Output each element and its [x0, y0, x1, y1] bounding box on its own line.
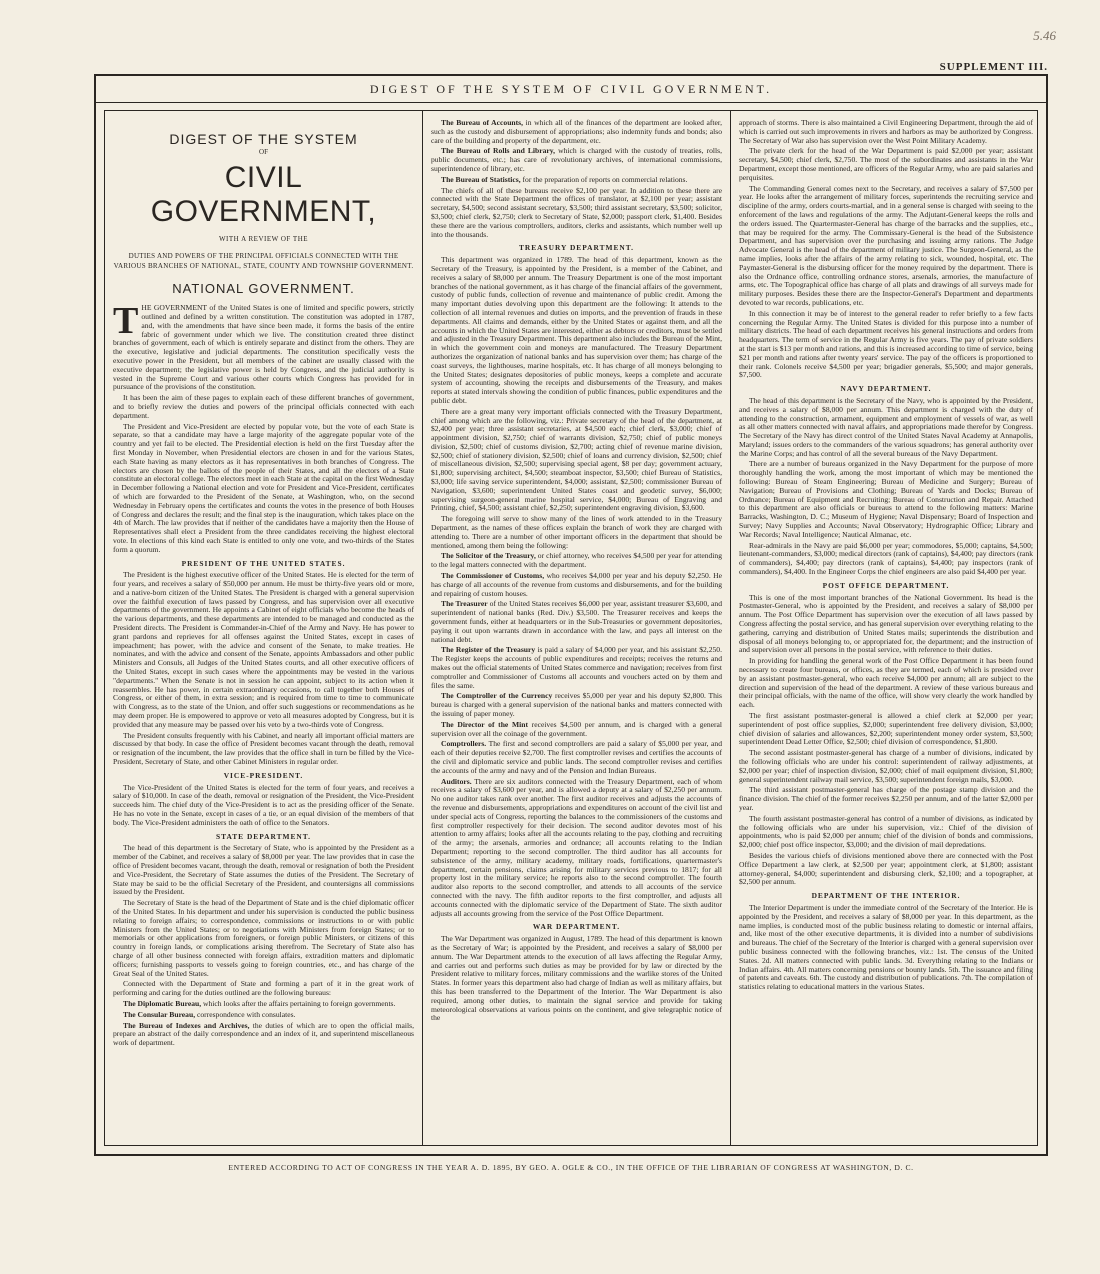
paragraph-text: HE GOVERNMENT of the United States is one of limited and specific powers, strictly outlined and defined by a written constitution. The constitution was adopted in 1787, and, with the amendments that have since been made, it forms the basis of the entire fabric of government under which we live. The constitution created three distinct branches of government, each of which is entirely separate and distinct from the others. They are the executive, legislative and judicial departments. The constitution specifically vests the executive power in the President, but all members of the cabinet are usually classed with the executive department; the legislative power is held by Congress, and the judicial authority is vested in the Supreme Court and various other courts which Congress has provided for in pursuance of the provisions of the constitution.	[113, 303, 414, 392]
copyright-footer: ENTERED ACCORDING TO ACT OF CONGRESS IN THE YEAR A. D. 1895, BY GEO. A. OGLE & CO., IN THE OFFICE OF THE LIBRARIAN OF CONGRESS AT WASHINGTON, D. C.	[228, 1163, 914, 1172]
supplement-label: SUPPLEMENT III.	[939, 61, 1048, 73]
bureau-name: The Consular Bureau,	[123, 1009, 196, 1019]
paragraph	[431, 572, 722, 598]
official-name: The Solicitor of the Treasury,	[441, 551, 536, 561]
paragraph	[113, 1000, 414, 1009]
national-government-heading: NATIONAL GOVERNMENT.	[172, 281, 355, 297]
column-1	[105, 111, 423, 1145]
official-name: The Register of the Treasury	[441, 645, 536, 655]
paragraph-text: the duties of which are to open the official mails, prepare an abstract of the daily correspondence and an index of it, and superintend miscellaneous work of department.	[113, 1020, 414, 1048]
official-name: The Commissioner of Customs,	[441, 571, 545, 581]
paragraph: In providing for handling the general work of the Post Office Department it has been found necessary to create four bureaus, or offices, as they are termed, each of which is presided over by an assistant postmaster-general, who each receive $4,000 per annum; all are subject to the direction and supervision of the head of the department. A review of these various bureaus and their principal officials, with the name of the office, will show very clearly the work handled by each.	[739, 656, 1033, 710]
paragraph: The Interior Department is under the immediate control of the Secretary of the Interior. He is appointed by the President, and receives a salary of $8,000 per year. In this department, as the name implies, is conducted most of the public business relating to domestic or internal affairs, and, like most of the other executive departments, it is divided into a number of subdivisions and bureaus. The chief of the Secretary of the Interior is charged with a general supervision over public business connected with the following branches, viz.: 1st. The census of the United States. 2d. All matters connected with public lands. 3d. Everything relating to the Indians or Indian affairs. 4th. All matters concerning pensions or bounty lands. 5th. The issuance and filing of patents and caveats. 6th. The custody and distribution of publications. 7th. The compilation of statistics relating to educational matters in the various States.	[739, 902, 1033, 992]
content-frame	[104, 110, 1038, 1146]
official-name: Auditors.	[441, 776, 472, 786]
paragraph: In this connection it may be of interest to the general reader to refer briefly to a few facts concerning the Regular Army. The United States is divided for this purpose into a number of military districts. The head of each department receives his general instructions and orders from headquarters. The term of service in the Regular Army is five years. The pay of private soldiers at the start is $13 per month and rations, and this is increased according to time of service, being $21 per month and rations after twenty years' service. The pay of the officers is proportioned to their rank. Colonels receive $4,500 per year; brigadier generals, $5,500; and major generals, $7,500.	[739, 308, 1033, 380]
paragraph: The fourth assistant postmaster-general has control of a number of divisions, as indicated by the following officials who are under his supervision, viz.: Chief of the division of appointments, who is paid $2,000 per annum; chief of the division of bonds and commissions, $2,000; chief post office inspector, $3,000; and the division of mail depredations.	[739, 813, 1033, 850]
paragraph-text: which is charged with the custody of treaties, rolls, public documents, etc.; has care of revolutionary archives, of international commissions, superintendence of library, etc.	[431, 146, 722, 173]
president-heading: PRESIDENT OF THE UNITED STATES.	[181, 558, 346, 568]
paragraph-text: who receives $4,000 per year and his deputy $2,250. He has charge of all accounts of the revenue from customs and disbursements, and for the building and repairing of custom houses.	[431, 571, 722, 598]
title-of: OF	[259, 147, 268, 156]
paragraph-text: The first and second comptrollers are paid a salary of $5,000 per year, and each of their deputies receive $2,700. The first comptroller revises and certifies the accounts of the civil and diplomatic service and public lands. The second comptroller revises and certifies the accounts of the army and navy and of the Pension and Indian Bureaus.	[431, 739, 722, 775]
paragraph: The head of this department is the Secretary of the Navy, who is appointed by the President, and receives a salary of $8,000 per annum. This department is charged with the duty of attending to the construction, armament, equipment and employment of vessels of war, as well as all other matters connected with naval affairs, and appropriations made therefor by Congress. The Secretary of the Navy has direct control of the United States Naval Academy at Annapolis, Maryland; issues orders to the commanders of the various squadrons; has general authority over the Marine Corps; and has control of all the several bureaus of the Navy Department.	[739, 395, 1033, 458]
paragraph: The President is the highest executive officer of the United States. He is elected for the term of four years, and receives a salary of $50,000 per annum. He must be thirty-five years old or more, and a native-born citizen of the United States. The President is charged with a general supervision over the faithful execution of laws passed by Congress, and has supervision over all executive departments of the government. He appoints a Cabinet of eight officials who become the heads of the various departments, and these departments are intended to be managed and conducted as the President directs. The President is Commander-in-Chief of the Army and Navy. He has power to grant pardons and reprieves for all offenses against the United States, except in cases of impeachment; has power, with the advice and consent of the Senate, to make treaties. He nominates, and with the advice and consent of the Senate, appoints Ambassadors and other public Ministers and Consuls, all Judges of the United States courts, and all other executive officers of the United States, except in such cases where the appointments may be vested in the various "departments." When the Senate is not in session he can appoint, subject to its action when it reassembles. He has power, in certain extraordinary occasions, to call together both Houses of Congress, or either of them, in extra session; and is required from time to time to communicate with Congress, as to the state of the Union, and offer such suggestions or recommendations as he may deem proper. He is empowered to approve or veto all measures adopted by Congress, but it is provided that any measure may be passed over his veto by a two-thirds vote of Congress.	[113, 570, 414, 729]
official-name: The Comptroller of the Currency	[441, 691, 553, 701]
official-name: The Treasurer	[441, 599, 488, 609]
paragraph-text: There are six auditors connected with the Treasury Department, each of whom receives a salary of $3,600 per year, and is allowed a deputy at a salary of $2,250 per annum. No one auditor takes rank over another. The first auditor receives and adjusts the accounts of the revenue and disbursements, appropriations and expenditures on account of the civil list and under special acts of Congress, reporting the balances to the commissioners of the customs and first comptroller respectively for their decision. The second auditor devotes most of his attention to army affairs; looks after all the accounts relating to the pay, clothing and recruiting of the army; the arsenals, armories and ordnance; all accounts relating to the Indian Department; reporting to the second comptroller. The third auditor has all accounts for subsistence of the army, military academy, military roads, fortifications, quartermaster's department, certain pensions, claims arising for military services previous to 1817; for all property lost in the military service; he reports also to the second comptroller. The fourth auditor also reports to the second comptroller, and attends to all accounts of the service connected with the navy. The fifth auditor reports to the first comptroller, and adjusts all accounts connected with the diplomatic service of the Department of State. The sixth auditor adjusts all accounts growing from the service of the Post Office Department.	[431, 776, 722, 918]
title-block	[113, 131, 414, 271]
official-name: The Director of the Mint	[441, 719, 528, 729]
paragraph: The Secretary of State is the head of the Department of State and is the chief diplomatic officer of the United States. In his department and under his supervision is conducted the public business relating to foreign affairs; to correspondence, commissions or instructions to or with public Ministers from the United States; or to negotiations with Ministers from foreign States; or to memorials or other applications from foreigners, or foreign public Ministers, or citizens of this country in foreign lands, or complications arising therefrom. The Secretary of State also has charge of all other business connected with foreign affairs, extradition matters and diplomatic officers; furnishing passports to vessels going to foreign countries, etc., and has charge of the Great Seal of the United States.	[113, 898, 414, 978]
bureau-name: The Bureau of Accounts,	[441, 118, 524, 127]
paragraph: Rear-admirals in the Navy are paid $6,000 per year; commodores, $5,000; captains, $4,500; lieutenant-commanders, $3,000; medical directors (rank of captains), $4,400; pay directors (rank of commanders), $4,400; pay directors (rank of captains), $4,400; pay inspectors (rank of commanders), $4,400. In the Engineer Corps the chief engineers are also paid $4,400 per year.	[739, 540, 1033, 577]
navy-department-heading: NAVY DEPARTMENT.	[840, 384, 932, 394]
paragraph-text: of the United States receives $6,000 per year, assistant treasurer $3,600, and superintendent of national banks (Red. Div.) $3,500. The Treasurer receives and keeps the government funds, either at headquarters or in the Sub-Treasuries or government depositories, paying it out upon warrants drawn in accordance with the law, and pays all interest on the national debt.	[431, 599, 723, 644]
paragraph	[113, 300, 414, 392]
paragraph	[113, 1022, 414, 1048]
paragraph	[113, 1011, 414, 1020]
paragraph	[431, 646, 722, 690]
paragraph	[431, 552, 722, 570]
paragraph-text: is paid a salary of $4,000 per year, and his assistant $2,250. The Register keeps the accounts of public expenditures and receipts; receives the returns and makes out the official statements of United States commerce and navigation; receives from first comptroller and Commissioner of Customs all accounts and vouchers acted on by them and files the same.	[431, 645, 722, 690]
title-duties: DUTIES AND POWERS OF THE PRINCIPAL OFFICIALS CONNECTED WITH THE VARIOUS BRANCHES OF NATIONAL, STATE, COUNTY AND TOWNSHIP GOVERNMENT.	[113, 252, 414, 271]
paragraph-text: receives $5,000 per year and his deputy $2,800. This bureau is charged with a general supervision of the national banks and matters connected with the issuing of paper money.	[431, 691, 722, 718]
bureau-name: The Diplomatic Bureau,	[123, 998, 202, 1008]
paragraph: The third assistant postmaster-general has charge of the postage stamp division and the finance division. The chief of the former receives $2,250 per annum, and of the latter $2,000 per year.	[739, 785, 1033, 812]
column-2	[423, 111, 731, 1145]
handwritten-note: 5.46	[1033, 28, 1056, 43]
state-department-heading: STATE DEPARTMENT.	[215, 831, 312, 841]
paragraph: The chiefs of all of these bureaus receive $2,100 per year. In addition to these there are connected with the State Department the offices of translator, at $2,100 per year; assistant secretary, $4,500; second assistant secretary, $3,500; third assistant secretary, $3,500; solicitor, $3,500; chief clerk, $2,750; clerk to Secretary of State, $2,000; passport clerk, $1,400. Besides these there are the various comptrollers, auditors, clerks and assistants, which number well up into the thousands.	[431, 185, 722, 239]
official-name: Comptrollers.	[441, 739, 487, 749]
page-frame	[94, 74, 1048, 1156]
paragraph: The Commanding General comes next to the Secretary, and receives a salary of $7,500 per year. He looks after the arrangement of military forces, superintends the recruiting service and discipline of the army, orders courts-martial, and in a general sense is charged with seeing to the enforcement of the laws and regulations of the army. The Adjutant-General keeps the rolls and the orders issued. The Quartermaster-General has charge of the barracks and the supplies, etc., that may be required for the army. The Commissary-General is the head of the Subsistence Department, and has supervision over the purchasing and issuing army rations. The Judge Advocate General is the head of the department of military justice. The Surgeon-General, as the name implies, looks after the affairs of the army relating to sick, wounded, hospital, etc. The Paymaster-General is the disbursing officer for the money required by the department. There is also the Ordnance office, controlling ordnance stores, arsenals, armories, the manufacture of arms, etc. The Topographical office has charge of all plats and drawings of all surveys made for military purposes. Besides these there are the Inspector-General's Department and departments devoted to war records, publications, etc.	[739, 183, 1033, 307]
header-band: DIGEST OF THE SYSTEM OF CIVIL GOVERNMENT.	[96, 76, 1046, 103]
bureau-name: The Bureau of Rolls and Library,	[441, 146, 556, 156]
paragraph	[431, 147, 722, 173]
paragraph	[431, 778, 722, 919]
paragraph: Connected with the Department of State and forming a part of it in the great work of performing and caring for the duties outlined are the following bureaus:	[113, 979, 414, 998]
paragraph: This department was organized in 1789. The head of this department, known as the Secretary of the Treasury, is appointed by the President, is a member of the Cabinet, and receives a salary of $8,000 per annum. The Treasury Department is one of the most important branches of the national government, as it has charge of the financial affairs of the government, custody of public funds, collection of revenue and maintenance of public credit. Among the many important duties devolving upon this department are the following: It attends to the collection of all internal revenues and duties on imports, and the prevention of frauds in these departments. All claims and demands, either by the United States or against them, and all the accounts in which the United States are interested, either as debtors or creditors, must be settled and adjusted in the Treasury Department. This department also includes the Bureau of the Mint, in which the government coin and moneys are manufactured. The Treasury Department authorizes the organization of national banks and has supervision over them; has charge of the coast surveys, the lighthouses, marine hospitals, etc. It has charge of all moneys belonging to the United States; designates depositories of public moneys, keeps a complete and accurate system of accounting, showing the receipts and disbursements of the Treasury, and makes reports at stated intervals showing the condition of public finances, public expenditures and the public debt.	[431, 255, 722, 405]
vice-president-heading: VICE-PRESIDENT.	[223, 770, 304, 780]
paragraph: The War Department was organized in August, 1789. The head of this department is known as the Secretary of War; is appointed by the President, and receives a salary of $8,000 per annum. The War Department attends to the execution of all laws affecting the Regular Army, and carries out and performs such duties as may be provided for by law or directed by the President relative to military forces, military commissions and the warlike stores of the United States. In former years this department also had charge of Indian as well as military affairs, but this has been transferred to the Department of the Interior. The War Department is also required, among other duties, to maintain the signal service and provide for taking meteorological observations at various points on the continent, and give telegraphic notice of the	[431, 934, 722, 1023]
title-review: WITH A REVIEW OF THE	[218, 234, 309, 243]
drop-cap: T	[113, 300, 139, 343]
bureau-name: The Bureau of Statistics,	[441, 174, 521, 184]
paragraph	[431, 721, 722, 739]
bureau-name: The Bureau of Indexes and Archives,	[123, 1020, 250, 1030]
paragraph: It has been the aim of these pages to explain each of these different branches of government, and to briefly review the duties and powers of the principal officials connected with each department.	[113, 393, 414, 420]
paragraph: The head of this department is the Secretary of State, who is appointed by the President as a member of the Cabinet, and receives a salary of $8,000 per year. The law provides that in case the office of President becomes vacant, through the death, removal or resignation of both the President and Vice-President, the Secretary of State assumes the duties of the President. The Secretary of State may be said to be the official Secretary of the President, and countersigns all commissions issued by the President.	[113, 843, 414, 897]
paragraph: The Vice-President of the United States is elected for the term of four years, and receives a salary of $10,000. In case of the death, removal or resignation of the President, the Vice-President succeeds him. The chief duty of the Vice-President is to act as the presiding officer of the Senate. He has no vote in the Senate, except in cases of a tie, or an equal division of the members of that body. The Vice-President administers the oath of office to the Senators.	[113, 782, 414, 827]
paragraph: There are a number of bureaus organized in the Navy Department for the purpose of more thoroughly handling the work, among the most important of which may be mentioned the following: Bureau of Steam Engineering; Bureau of Medicine and Surgery; Bureau of Navigation; Bureau of Provisions and Clothing; Bureau of Yards and Docks; Bureau of Ordnance; Bureau of Equipment and Recruiting; Bureau of Construction and Repair. Attached to this department are also officials or bureaus to attend to the following matters: Marine Barracks, Washington, D. C.; Museum of Hygiene; Naval Dispensary; Board of Inspection and Survey; Navy Supplies and Accounts; Naval Observatory; Hydrographic Office; Library and War Records; Naval Intelligence; Nautical Almanac, etc.	[739, 459, 1033, 539]
paragraph	[431, 176, 722, 185]
paragraph: The President consults frequently with his Cabinet, and nearly all important official matters are discussed by that body. In case the office of President becomes vacant through the death, removal or resignation of the incumbent, the law provides that the office shall in turn be filled by the Vice-President, Secretary of State, and other Cabinet Ministers in regular order.	[113, 730, 414, 767]
paragraph	[431, 119, 722, 145]
post-office-department-heading: POST OFFICE DEPARTMENT.	[822, 580, 950, 590]
paragraph: The President and Vice-President are elected by popular vote, but the vote of each State is separate, so that a candidate may have a large majority of the aggregate popular vote of the country and yet fail to be elected. The Presidential election is held on the first Tuesday after the first Monday in November, when Presidential electors are chosen in and for the various States, each State having as many electors as it has representatives in both branches of Congress. The electors are chosen by the ballots of the people of their States, and all the electors of a State constitute an electoral college. The electors meet in each State at the capital on the first Wednesday in December following a National election and vote for President and Vice-President, certificates of which are forwarded to the President of the Senate, at Washington, who, on the second Wednesday in February opens the certificates and counts the votes in the presence of both Houses of Congress and declares the result; and the final step is the inauguration, which takes place on the 4th of March. The law provides that if neither of the candidates have a majority then the House of Representatives shall elect a President from the three candidates receiving the highest electoral vote. In elections of this kind each State is entitled to only one vote, and two-thirds of the States form a quorum.	[113, 421, 414, 554]
paragraph-text: for the preparation of reports on commercial relations.	[520, 174, 688, 184]
paragraph: There are a great many very important officials connected with the Treasury Department, chief among which are the following, viz.: Private secretary of the head of the department, at $2,400 per year; three assistant secretaries, at $4,500 each; chief clerk, $3,000; chief of appointment division, $2,750; chief of warrants division, $2,750; chief of public moneys division, $2,500; chief of customs division, $2,700; acting chief of revenue marine division, $2,500; chief of stationery division, $2,500; chief of loans and currency division, $2,500; chief of miscellaneous division, $2,500; supervising special agent, $8 per day; government actuary, $1,800; supervising architect, $4,500; steamboat inspector, $3,500; chief Bureau of Statistics, $3,000; life saving service superintendent, $4,000; assistant, $2,500; commissioner Bureau of Navigation, $3,600; superintendent United States coast and geodetic survey, $6,000; supervising surgeon-general marine hospital service, $4,000; Bureau of Engraving and Printing, chief, $4,500; assistant chief, $2,250; superintendent engraving division, $3,600.	[431, 406, 722, 513]
treasury-department-heading: TREASURY DEPARTMENT.	[518, 243, 634, 253]
paragraph-text: or chief attorney, who receives $4,500 per year for attending to the legal matters connected with the department.	[431, 551, 722, 570]
paragraph-text: which looks after the affairs pertaining to foreign governments.	[201, 998, 396, 1008]
paragraph-text: receives $4,500 per annum, and is charged with a general supervision over all the coinage of the government.	[431, 719, 722, 738]
war-department-heading: WAR DEPARTMENT.	[532, 922, 621, 932]
paragraph	[431, 740, 722, 775]
paragraph: This is one of the most important branches of the National Government. Its head is the Postmaster-General, who is appointed by the President, and receives a salary of $8,000 per annum. The Post Office Department has supervision over the execution of all laws passed by Congress affecting the postal service, and has general supervision over everything relating to the gathering, carrying and distribution of United States mails; superintends the distribution and disposal of all moneys belonging to, or appropriated for, the department; and the instruction of and supervision over all persons in the postal service, with reference to their duties.	[739, 592, 1033, 655]
paragraph: Besides the various chiefs of divisions mentioned above there are connected with the Post Office Department a law clerk, at $2,500 per year; appointment clerk, at $1,800; assistant attorney-general, $4,000; superintendent and disbursing clerk, $2,100; and a topographer, at $2,500 per annum.	[739, 850, 1033, 887]
paragraph-text: in which all of the finances of the department are looked after, such as the custody and disbursement of appropriations; also indemnity funds and bonds; also care of the building and property of the department, etc.	[431, 118, 722, 145]
paragraph	[431, 600, 722, 644]
paragraph	[431, 692, 722, 718]
paragraph: The first assistant postmaster-general is allowed a chief clerk at $2,000 per year; superintendent of post office supplies, $2,000; superintendent free delivery division, $3,000; chief division of salaries and allowances, $2,200; superintendent money order system, $3,500; superintendent Dead Letter Office, $2,500; chief division of correspondence, $1,800.	[739, 711, 1033, 747]
title-line1: DIGEST OF THE SYSTEM	[169, 131, 358, 147]
paragraph: approach of storms. There is also maintained a Civil Engineering Department, through the aid of which is carried out such improvements in rivers and harbors as may be authorized by Congress. The Secretary of War also has supervision over the West Point Military Academy.	[739, 118, 1033, 145]
paragraph: The second assistant postmaster-general has charge of a number of divisions, indicated by the following officials who are under his control: superintendent of railway adjustments, at $2,000 per year; chief of inspection division, $2,000; chief of mail equipment division, $1,800; general superintendent railway mail service, $3,500; superintendent foreign mails, $3,000.	[739, 748, 1033, 784]
paragraph: The private clerk for the head of the War Department is paid $2,000 per year; assistant secretary, $4,500; chief clerk, $2,750. The most of the subordinates and assistants in the War Department, except those mentioned, are officers of the Regular Army, who are paid salaries and perquisites.	[739, 146, 1033, 182]
paragraph-text: correspondence with consulates.	[195, 1009, 296, 1019]
column-3	[731, 111, 1041, 1145]
interior-department-heading: DEPARTMENT OF THE INTERIOR.	[811, 891, 961, 901]
title-main: CIVIL GOVERNMENT,	[150, 160, 377, 228]
paragraph: The foregoing will serve to show many of the lines of work attended to in the Treasury Department, as the names of these offices explain the branch of work they are charged with attending to. There are a number of other important officers in the department that should be mentioned, among them being the following:	[431, 514, 722, 550]
